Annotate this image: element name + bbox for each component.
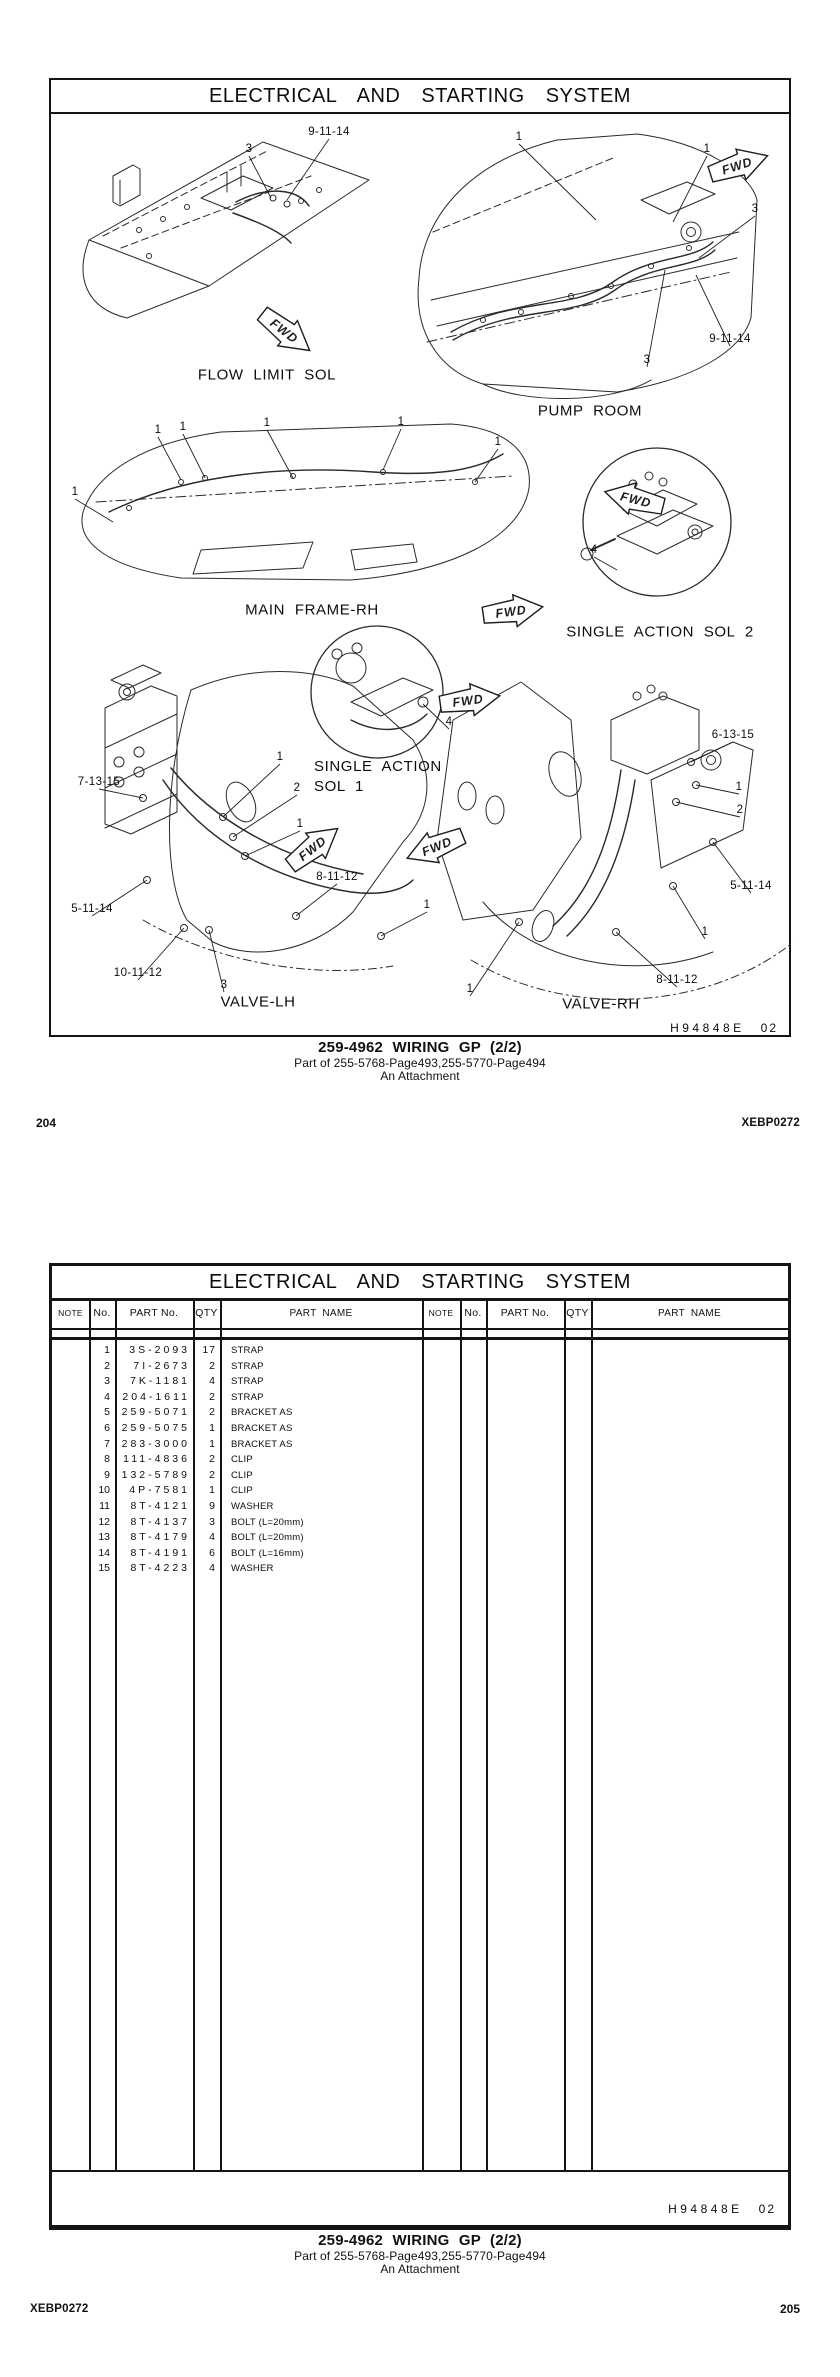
callout-ref: 1 (515, 131, 523, 143)
row-part-no: 283-3000 (121, 1437, 190, 1450)
row-qty: 1 (209, 1437, 216, 1450)
table-row (52, 1359, 788, 1375)
leader-line (470, 922, 519, 996)
table-row (52, 1374, 788, 1390)
callout-ref: 1 (701, 926, 709, 938)
leader-line (696, 785, 739, 794)
page2-parts-sheet (49, 1263, 791, 2230)
leader-line (676, 802, 740, 817)
leader-line (691, 742, 733, 762)
plate-code: H94848E (670, 1021, 745, 1035)
fwd-arrow-label: FWD (267, 315, 301, 347)
leader-line (183, 434, 205, 478)
row-part-name: STRAP (231, 1391, 264, 1403)
callout-ref: 9-11-14 (308, 126, 350, 138)
callout-ref: 1 (179, 421, 187, 433)
row-part-no: 259-5075 (121, 1422, 190, 1434)
callout-ref: 6-13-15 (711, 729, 755, 741)
diagram-label: SINGLE ACTION SOL 2 (566, 623, 754, 641)
callout-ref: 4 (445, 716, 453, 728)
row-qty: 4 (209, 1562, 216, 1575)
row-no: 14 (98, 1546, 110, 1559)
row-part-name: WASHER (231, 1563, 274, 1575)
leader-line (647, 270, 665, 367)
header-divider (52, 1328, 788, 1330)
figure-caption-partof: Part of 255-5768-Page493,255-5770-Page494 (294, 2248, 546, 2263)
callout-ref: 8-11-12 (656, 974, 698, 986)
row-no: 10 (98, 1484, 110, 1497)
page2-caption (0, 2233, 840, 2277)
callout-ref: 3 (245, 143, 253, 155)
leader-line (99, 789, 143, 798)
page1-figure-sheet (49, 78, 791, 1037)
table-row (52, 1390, 788, 1406)
row-no: 11 (99, 1500, 110, 1512)
row-qty: 9 (209, 1500, 216, 1512)
row-part-name: BRACKET AS (231, 1438, 293, 1450)
row-qty: 2 (209, 1390, 216, 1403)
callout-ref: 2 (736, 804, 744, 816)
leader-line (519, 144, 596, 220)
row-part-name: STRAP (231, 1360, 264, 1372)
leader-line (699, 216, 755, 258)
table-row (52, 1421, 788, 1437)
leader-line (158, 437, 181, 480)
row-part-name: CLIP (231, 1485, 253, 1497)
table-row (52, 1530, 788, 1546)
diagram-label: FLOW LIMIT SOL (197, 366, 337, 384)
row-no: 6 (104, 1422, 110, 1434)
plate-revision: 02 (760, 1021, 778, 1035)
row-qty: 3 (209, 1515, 216, 1528)
leader-line (381, 912, 427, 936)
row-no: 3 (104, 1375, 110, 1388)
row-qty: 6 (209, 1546, 216, 1559)
page2-number: 205 (779, 2302, 800, 2316)
column-header: PART NAME (658, 1307, 721, 1319)
row-no: 12 (98, 1515, 110, 1528)
diagram-label: SINGLE ACTION (314, 758, 442, 775)
figure-caption-title: 259-4962 WIRING GP (2/2) (318, 2232, 522, 2249)
row-part-name: BRACKET AS (231, 1423, 293, 1434)
column-header: QTY (566, 1307, 589, 1319)
fwd-arrow-label: FWD (296, 833, 330, 864)
page1-caption (0, 1040, 840, 1084)
leader-line (287, 139, 329, 200)
page2-title: ELECTRICAL AND STARTING SYSTEM (209, 1270, 631, 1293)
row-no: 2 (104, 1359, 110, 1372)
callout-ref: 2 (293, 782, 301, 794)
callout-ref: 5-11-14 (71, 903, 113, 915)
column-header: PART NAME (289, 1307, 353, 1319)
callout-ref: 1 (296, 818, 304, 830)
column-header: No. (93, 1307, 111, 1319)
callout-ref: 3 (220, 979, 228, 991)
row-part-no: 111-4836 (123, 1453, 190, 1466)
row-no: 15 (98, 1562, 110, 1575)
table-row (52, 1437, 788, 1453)
callout-ref: 10-11-12 (113, 967, 163, 979)
callout-ref: 1 (703, 143, 711, 155)
row-part-no: 259-5071 (121, 1406, 190, 1419)
callout-ref: 1 (423, 899, 431, 911)
row-part-name: CLIP (231, 1454, 253, 1466)
figure-caption-title: 259-4962 WIRING GP (2/2) (318, 1039, 522, 1056)
fwd-arrow-label: FWD (618, 489, 653, 511)
row-part-no: 132-5789 (121, 1468, 190, 1481)
page1-title: ELECTRICAL AND STARTING SYSTEM (209, 84, 631, 107)
body-top-rule (52, 1337, 788, 1340)
column-header: NOTE (58, 1308, 83, 1318)
row-part-no: 7I-2673 (133, 1359, 190, 1372)
row-qty: 4 (209, 1375, 216, 1388)
table-row (52, 1483, 788, 1499)
callout-ref: 8-11-12 (316, 871, 358, 883)
footer-band-rule (52, 2170, 788, 2172)
plate-revision: 02 (758, 2202, 776, 2216)
leader-line (233, 795, 297, 837)
row-part-no: 8T-4137 (130, 1515, 190, 1528)
fwd-arrow (281, 816, 348, 878)
row-no: 5 (104, 1406, 110, 1419)
callout-ref: 7-13-15 (77, 776, 121, 788)
column-header: No. (464, 1307, 482, 1319)
row-qty: 2 (209, 1406, 216, 1419)
page1-doc-code: XEBP0272 (741, 1117, 800, 1129)
row-part-name: CLIP (231, 1469, 253, 1481)
table-row (52, 1343, 788, 1359)
fwd-arrow (438, 680, 502, 720)
table-row (52, 1561, 788, 1577)
diagram-label: SOL 1 (314, 778, 364, 795)
column-header: QTY (195, 1307, 218, 1319)
callout-ref: 1 (154, 424, 162, 436)
callout-ref: 9-11-14 (709, 333, 751, 345)
table-row (52, 1468, 788, 1484)
callout-ref: 1 (397, 416, 405, 428)
table-row (52, 1546, 788, 1562)
page2-title-bar (52, 1266, 788, 1301)
row-part-no: 8T-4191 (130, 1546, 190, 1559)
plate-number (670, 1021, 778, 1035)
table-row (52, 1515, 788, 1531)
row-qty: 2 (209, 1359, 216, 1372)
row-no: 4 (104, 1390, 110, 1403)
row-no: 9 (104, 1468, 110, 1481)
row-part-no: 7K-1181 (130, 1375, 190, 1388)
row-no: 8 (104, 1453, 110, 1466)
row-part-no: 3S-2093 (129, 1344, 190, 1356)
row-qty: 4 (209, 1531, 216, 1544)
row-part-no: 8T-4179 (130, 1531, 190, 1544)
page1-number: 204 (36, 1116, 57, 1130)
callout-ref: 3 (751, 203, 759, 215)
plate-number (668, 2202, 776, 2216)
callout-ref: 1 (494, 436, 502, 448)
row-no: 1 (104, 1344, 110, 1356)
fwd-arrow (401, 821, 469, 873)
figure-area (51, 80, 789, 1035)
column-header: NOTE (428, 1308, 454, 1318)
callout-ref: 1 (71, 486, 79, 498)
callout-ref: 1 (276, 751, 284, 763)
row-part-no: 8T-4223 (130, 1562, 190, 1575)
callout-ref: 4 (590, 544, 598, 556)
fwd-arrow-label: FWD (720, 154, 755, 178)
table-row (52, 1499, 788, 1515)
row-part-name: BOLT (L=20mm) (231, 1532, 304, 1544)
fwd-arrow-label: FWD (494, 602, 528, 621)
callout-ref: 1 (466, 983, 474, 995)
column-header: PART No. (500, 1307, 550, 1319)
callout-ref: 1 (263, 417, 271, 429)
diagram-label: MAIN FRAME-RH (245, 601, 379, 619)
leader-line (75, 499, 113, 522)
row-no: 7 (104, 1437, 110, 1450)
row-qty: 17 (202, 1344, 216, 1356)
row-part-no: 204-1611 (122, 1390, 190, 1403)
row-part-name: STRAP (231, 1345, 264, 1356)
figure-caption-partof: Part of 255-5768-Page493,255-5770-Page494 (294, 1055, 546, 1070)
row-part-no: 8T-4121 (130, 1500, 190, 1512)
leader-line (475, 449, 498, 482)
row-part-name: WASHER (231, 1501, 274, 1512)
leader-line (673, 156, 707, 222)
figure-caption-attachment: An Attachment (380, 1069, 460, 1084)
fwd-arrow (253, 301, 320, 363)
diagram-label: VALVE-LH (220, 993, 296, 1011)
fwd-arrow (703, 141, 773, 190)
leader-line (223, 764, 280, 817)
fwd-arrow-label: FWD (419, 834, 455, 860)
figure-caption-attachment: An Attachment (380, 2262, 460, 2277)
table-row (52, 1405, 788, 1421)
row-qty: 1 (209, 1422, 216, 1434)
leader-line (296, 884, 337, 916)
column-header: PART No. (129, 1307, 179, 1319)
leader-line (249, 156, 271, 198)
fwd-arrow (601, 476, 667, 522)
callout-ref: 3 (643, 354, 651, 366)
row-part-name: BOLT (L=16mm) (231, 1547, 304, 1559)
callout-ref: 5-11-14 (730, 880, 772, 892)
diagram-label: VALVE-RH (562, 995, 640, 1013)
row-part-name: STRAP (231, 1376, 264, 1388)
leader-line (673, 886, 705, 939)
page2-doc-code: XEBP0272 (30, 2303, 89, 2315)
plate-code: H94848E (668, 2202, 743, 2216)
leader-line (383, 429, 401, 470)
row-part-no: 4P-7581 (129, 1484, 190, 1497)
diagram-label: PUMP ROOM (537, 402, 643, 420)
table-row (52, 1452, 788, 1468)
row-qty: 2 (209, 1468, 216, 1481)
row-part-name: BRACKET AS (231, 1407, 293, 1419)
callout-overlay (51, 80, 793, 1039)
leader-line (267, 430, 293, 478)
fwd-arrow (481, 591, 545, 631)
row-part-name: BOLT (L=20mm) (231, 1516, 304, 1528)
row-qty: 2 (209, 1453, 216, 1466)
leader-line (594, 557, 617, 570)
callout-ref: 1 (735, 781, 743, 793)
row-qty: 1 (209, 1484, 216, 1497)
row-no: 13 (98, 1531, 110, 1544)
fwd-arrow-label: FWD (451, 691, 485, 710)
